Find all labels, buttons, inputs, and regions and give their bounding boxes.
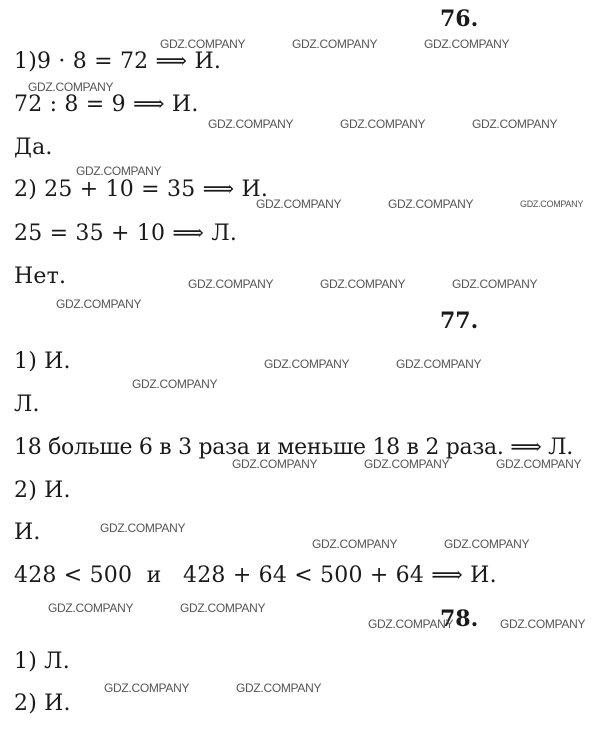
watermark: GDZ.COMPANY [320, 277, 406, 291]
problem-77-line-5: И. [14, 520, 41, 545]
problem-77-line-3: 18 больше 6 в 3 раза и меньше 18 в 2 раза. ⟹ Л. [14, 435, 573, 460]
watermark: GDZ.COMPANY [256, 197, 342, 211]
problem-78-line-1: 1) Л. [14, 649, 70, 674]
watermark: GDZ.COMPANY [28, 80, 114, 94]
problem-77-number: 77. [440, 308, 479, 334]
watermark: GDZ.COMPANY [76, 164, 162, 178]
watermark: GDZ.COMPANY [100, 521, 186, 535]
watermark: GDZ.COMPANY [368, 617, 454, 631]
watermark: GDZ.COMPANY [396, 357, 482, 371]
problem-76-line-4: 2) 25 + 10 = 35 ⟹ И. [14, 177, 269, 202]
watermark: GDZ.COMPANY [292, 37, 378, 51]
problem-77-line-1: 1) И. [14, 349, 71, 374]
watermark: GDZ.COMPANY [472, 117, 558, 131]
problem-76-line-2: 72 : 8 = 9 ⟹ И. [14, 92, 199, 117]
watermark: GDZ.COMPANY [452, 277, 538, 291]
watermark: GDZ.COMPANY [312, 537, 398, 551]
watermark: GDZ.COMPANY [236, 681, 322, 695]
watermark: GDZ.COMPANY [264, 357, 350, 371]
watermark: GDZ.COMPANY [160, 37, 246, 51]
watermark: GDZ.COMPANY [104, 681, 190, 695]
watermark: GDZ.COMPANY [188, 277, 274, 291]
watermark: GDZ.COMPANY [56, 297, 142, 311]
watermark: GDZ.COMPANY [496, 457, 582, 471]
watermark: GDZ.COMPANY [208, 117, 294, 131]
watermark: GDZ.COMPANY [500, 617, 586, 631]
watermark: GDZ.COMPANY [132, 377, 218, 391]
problem-78-line-2: 2) И. [14, 691, 71, 716]
problem-76-line-1: 1)9 · 8 = 72 ⟹ И. [14, 49, 222, 74]
problem-76-line-5: 25 = 35 + 10 ⟹ Л. [14, 221, 238, 246]
watermark: GDZ.COMPANY [388, 197, 474, 211]
problem-76-number: 76. [440, 6, 479, 32]
watermark: GDZ.COMPANY [424, 37, 510, 51]
problem-77-line-6: 428 < 500 и 428 + 64 < 500 + 64 ⟹ И. [14, 563, 497, 588]
watermark: GDZ.COMPANY [340, 117, 426, 131]
watermark: GDZ.COMPANY [180, 601, 266, 615]
problem-76-line-6: Нет. [14, 264, 67, 289]
problem-78-number: 78. [440, 606, 479, 632]
watermark: GDZ.COMPANY [232, 457, 318, 471]
watermark: GDZ.COMPANY [364, 457, 450, 471]
problem-77-line-4: 2) И. [14, 478, 71, 503]
watermark: GDZ.COMPANY [48, 601, 134, 615]
problem-77-line-2: Л. [14, 392, 40, 417]
problem-76-line-3: Да. [14, 135, 53, 160]
watermark: GDZ.COMPANY [520, 199, 584, 209]
watermark: GDZ.COMPANY [444, 537, 530, 551]
